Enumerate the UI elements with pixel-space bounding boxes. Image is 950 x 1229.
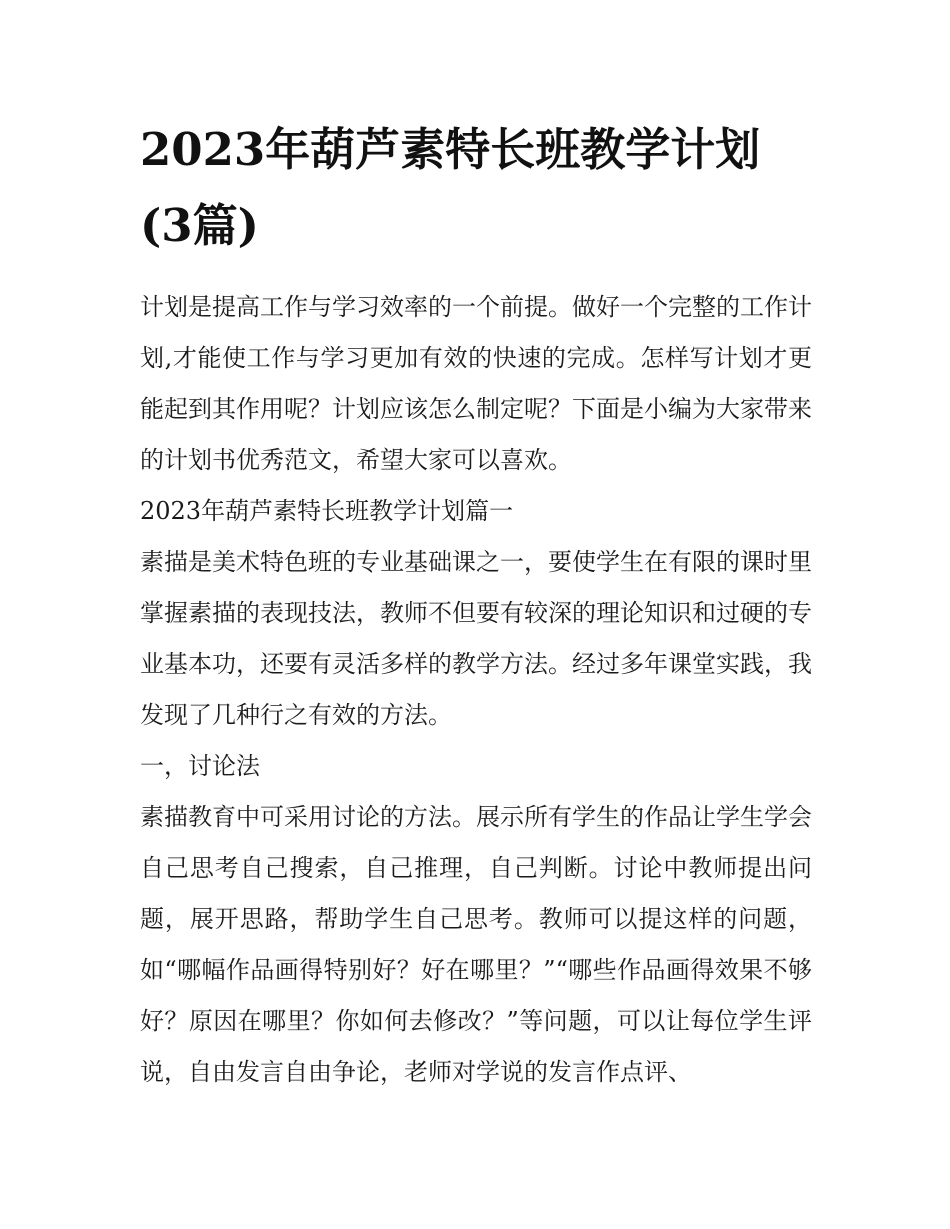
section-paragraph: 素描是美术特色班的专业基础课之一，要使学生在有限的课时里掌握素描的表现技法，教师不但要有较深的理论知识和过硬的专业基本功，还要有灵活多样的教学方法。经过多年课堂实践，我发现了几种行之有效的方法。 [140, 548, 812, 729]
section-heading: 2023年葫芦素特长班教学计划篇一 [140, 497, 514, 525]
method-heading: 一，讨论法 [140, 752, 260, 780]
intro-paragraph: 计划是提高工作与学习效率的一个前提。做好一个完整的工作计划,才能使工作与学习更加有效的快速的完成。怎样写计划才更能起到其作用呢？计划应该怎么制定呢？下面是小编为大家带来的计划书优秀范文，希望大家可以喜欢。 [140, 293, 812, 474]
document-title: 2023年葫芦素特长班教学计划(3篇) [140, 123, 761, 252]
method-paragraph: 素描教育中可采用讨论的方法。展示所有学生的作品让学生学会自己思考自己搜索，自己推理，自己判断。讨论中教师提出问题，展开思路，帮助学生自己思考。教师可以提这样的问题，如“哪幅作品画得特别好？好在哪里？”“哪些作品画得效果不够好？原因在哪里？你如何去修改？”等问题，可以让每位学生评说，自由发言自由争论，老师对学说的发言作点评、 [140, 803, 812, 1086]
